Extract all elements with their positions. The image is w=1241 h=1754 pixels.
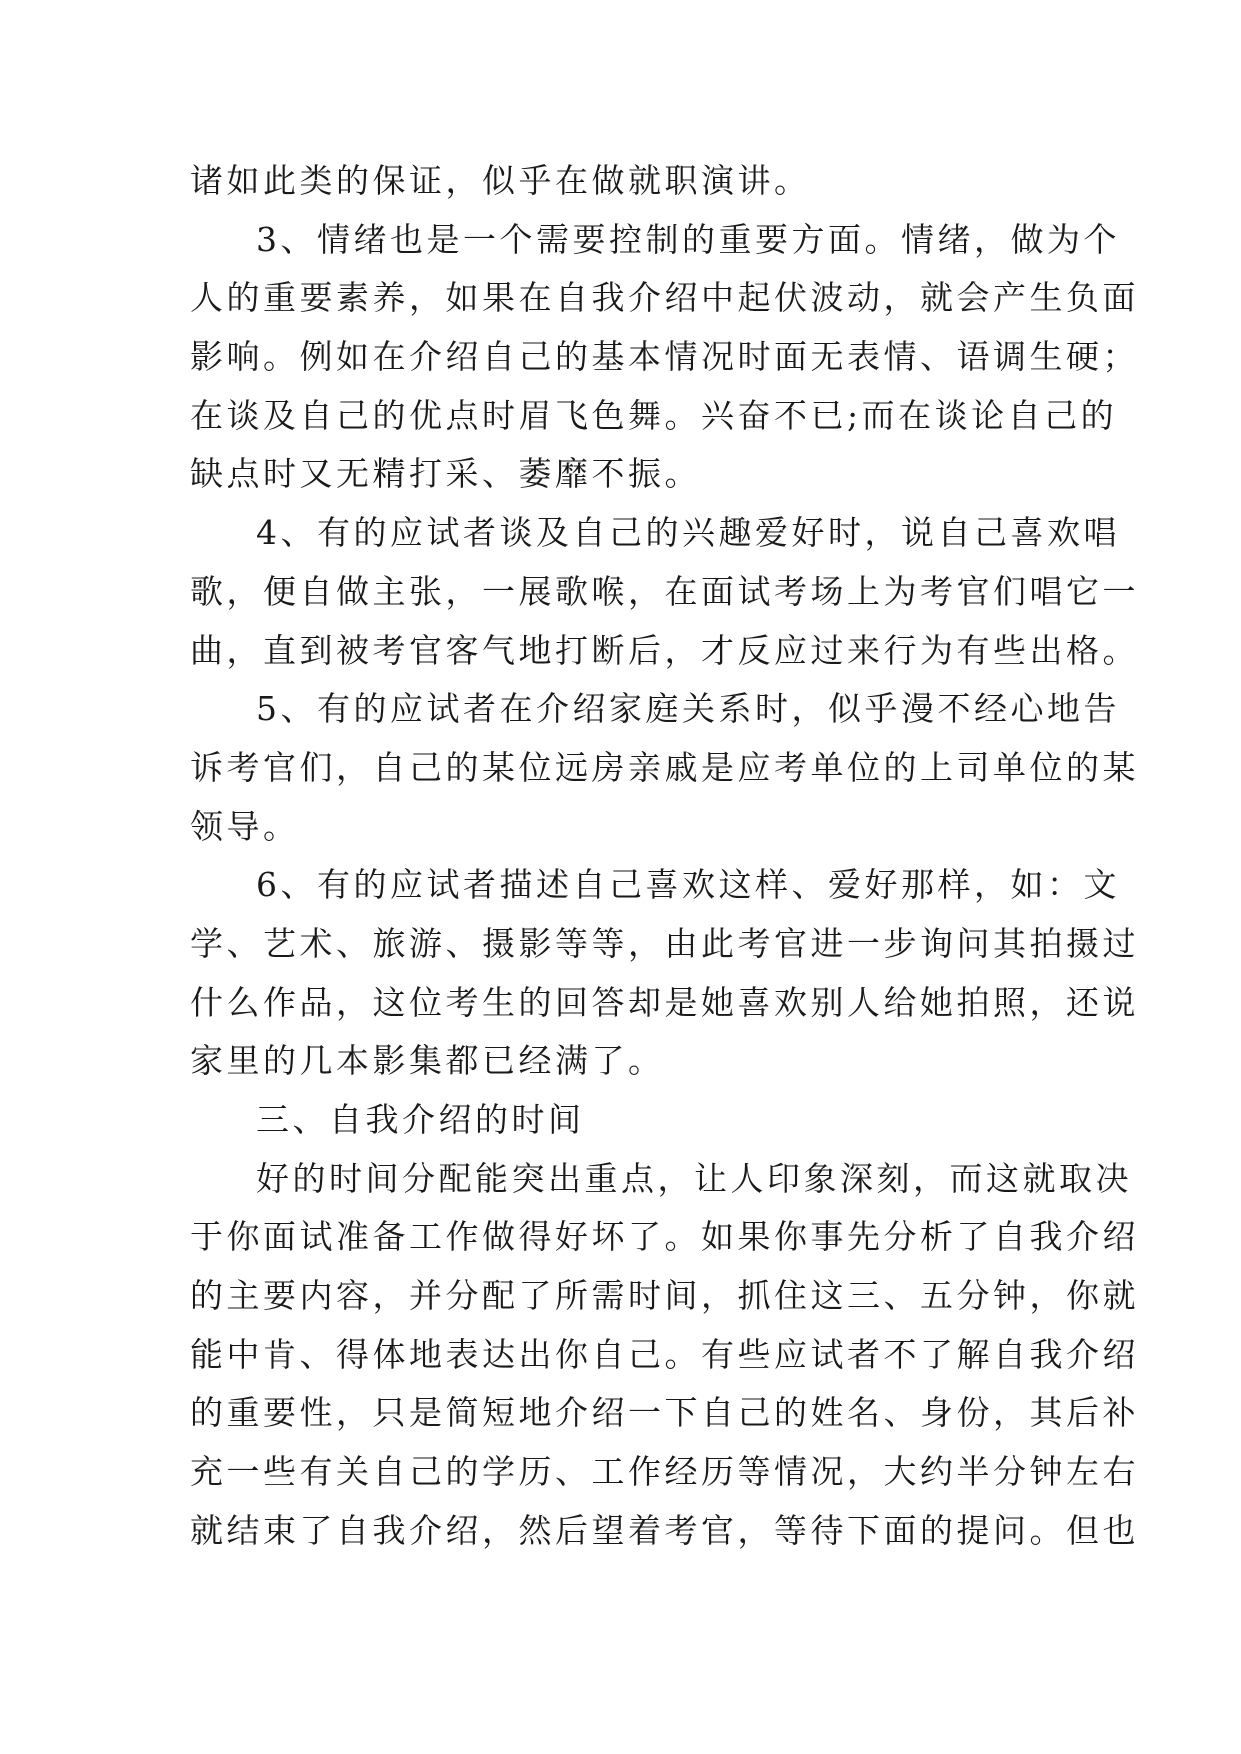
text-line: 在谈及自己的优点时眉飞色舞。兴奋不已;而在谈论自己的 xyxy=(190,395,1118,435)
text-line: 歌，便自做主张，一展歌喉，在面试考场上为考官们唱它一 xyxy=(190,571,1139,611)
text-line: 影响。例如在介绍自己的基本情况时面无表情、语调生硬； xyxy=(190,337,1139,377)
text-line: 的重要性，只是简短地介绍一下自己的姓名、身份，其后补 xyxy=(190,1393,1139,1433)
text-line: 3、情绪也是一个需要控制的重要方面。情绪，做为个 xyxy=(256,219,1120,259)
text-line: 5、有的应试者在介绍家庭关系时，似乎漫不经心地告 xyxy=(256,689,1120,729)
text-line: 就结束了自我介绍，然后望着考官，等待下面的提问。但也 xyxy=(190,1510,1139,1550)
text-line: 6、有的应试者描述自己喜欢这样、爱好那样，如：文 xyxy=(256,865,1120,905)
text-line: 人的重要素养，如果在自我介绍中起伏波动，就会产生负面 xyxy=(190,278,1139,318)
section-heading: 三、自我介绍的时间 xyxy=(256,1100,585,1139)
text-line: 的主要内容，并分配了所需时间，抓住这三、五分钟，你就 xyxy=(190,1276,1139,1316)
text-line: 曲，直到被考官客气地打断后，才反应过来行为有些出格。 xyxy=(190,630,1139,670)
text-line: 缺点时又无精打采、萎靡不振。 xyxy=(190,454,701,494)
text-line: 4、有的应试者谈及自己的兴趣爱好时，说自己喜欢唱 xyxy=(256,513,1120,553)
text-line: 诉考官们，自己的某位远房亲戚是应考单位的上司单位的某 xyxy=(190,747,1139,787)
text-line: 家里的几本影集都已经满了。 xyxy=(190,1041,665,1081)
text-line: 好的时间分配能突出重点，让人印象深刻，而这就取决 xyxy=(256,1158,1132,1198)
text-line: 什么作品，这位考生的回答却是她喜欢别人给她拍照，还说 xyxy=(190,982,1139,1022)
text-line: 充一些有关自己的学历、工作经历等情况，大约半分钟左右 xyxy=(190,1452,1139,1492)
body-text xyxy=(190,152,1139,1561)
text-line: 诸如此类的保证，似乎在做就职演讲。 xyxy=(190,161,811,200)
text-line: 于你面试准备工作做得好坏了。如果你事先分析了自我介绍 xyxy=(190,1217,1139,1257)
text-line: 领导。 xyxy=(190,806,300,846)
text-line: 能中肯、得体地表达出你自己。有些应试者不了解自我介绍 xyxy=(190,1334,1139,1374)
text-line: 学、艺术、旅游、摄影等等，由此考官进一步询问其拍摄过 xyxy=(190,923,1139,963)
